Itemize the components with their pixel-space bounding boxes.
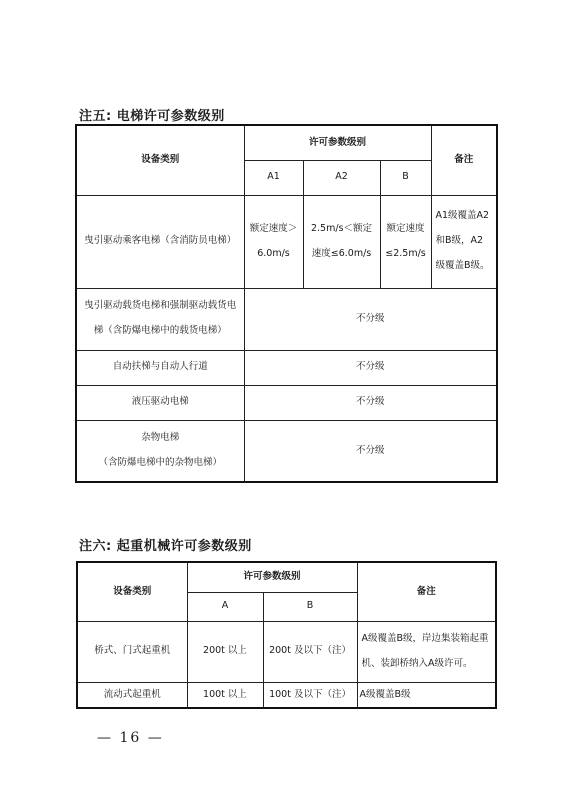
header-level-a1: A1 bbox=[244, 160, 303, 195]
row-value: 不分级 bbox=[244, 385, 497, 420]
row-remark: A级覆盖B级 bbox=[357, 682, 496, 708]
crane-permit-table bbox=[76, 561, 497, 709]
row-a: 200t 以上 bbox=[187, 621, 263, 682]
header-remarks: 备注 bbox=[431, 125, 497, 195]
row-category: 流动式起重机 bbox=[77, 682, 187, 708]
header-level-b: B bbox=[380, 160, 431, 195]
header-category: 设备类别 bbox=[77, 562, 187, 621]
row-category-line1: 杂物电梯 bbox=[141, 432, 180, 444]
row-category: 自动扶梯与自动人行道 bbox=[76, 350, 244, 385]
row-value: 不分级 bbox=[244, 420, 497, 482]
row-remark: A级覆盖B级，岸边集装箱起重机、装卸桥纳入A级许可。 bbox=[357, 621, 496, 682]
row-category: 曳引驱动乘客电梯（含消防员电梯） bbox=[76, 195, 244, 288]
header-level-a2: A2 bbox=[303, 160, 380, 195]
note5-title: 注五: 电梯许可参数级别 bbox=[79, 109, 225, 124]
row-category: 桥式、门式起重机 bbox=[77, 621, 187, 682]
header-level-a: A bbox=[187, 592, 263, 621]
row-a2: 2.5m/s＜额定速度≤6.0m/s bbox=[303, 195, 380, 288]
row-a1: 额定速度＞6.0m/s bbox=[244, 195, 303, 288]
row-remark: A1级覆盖A2和B级，A2级覆盖B级。 bbox=[431, 195, 497, 288]
header-level-b: B bbox=[263, 592, 357, 621]
row-value: 不分级 bbox=[244, 350, 497, 385]
page-number: — 16 — bbox=[97, 730, 164, 746]
note6-title: 注六: 起重机械许可参数级别 bbox=[79, 539, 252, 554]
row-b: 100t 及以下（注） bbox=[263, 682, 357, 708]
row-a: 100t 以上 bbox=[187, 682, 263, 708]
row-category bbox=[76, 420, 244, 482]
row-b: 额定速度≤2.5m/s bbox=[380, 195, 431, 288]
header-category: 设备类别 bbox=[76, 125, 244, 195]
row-category-line2: （含防爆电梯中的杂物电梯） bbox=[98, 456, 222, 468]
header-params: 许可参数级别 bbox=[187, 562, 357, 592]
row-value: 不分级 bbox=[244, 288, 497, 350]
header-remarks: 备注 bbox=[357, 562, 496, 621]
elevator-permit-table bbox=[75, 124, 498, 483]
header-params: 许可参数级别 bbox=[244, 125, 431, 160]
row-category: 液压驱动电梯 bbox=[76, 385, 244, 420]
row-category: 曳引驱动载货电梯和强制驱动载货电梯（含防爆电梯中的载货电梯） bbox=[76, 288, 244, 350]
row-b: 200t 及以下（注） bbox=[263, 621, 357, 682]
